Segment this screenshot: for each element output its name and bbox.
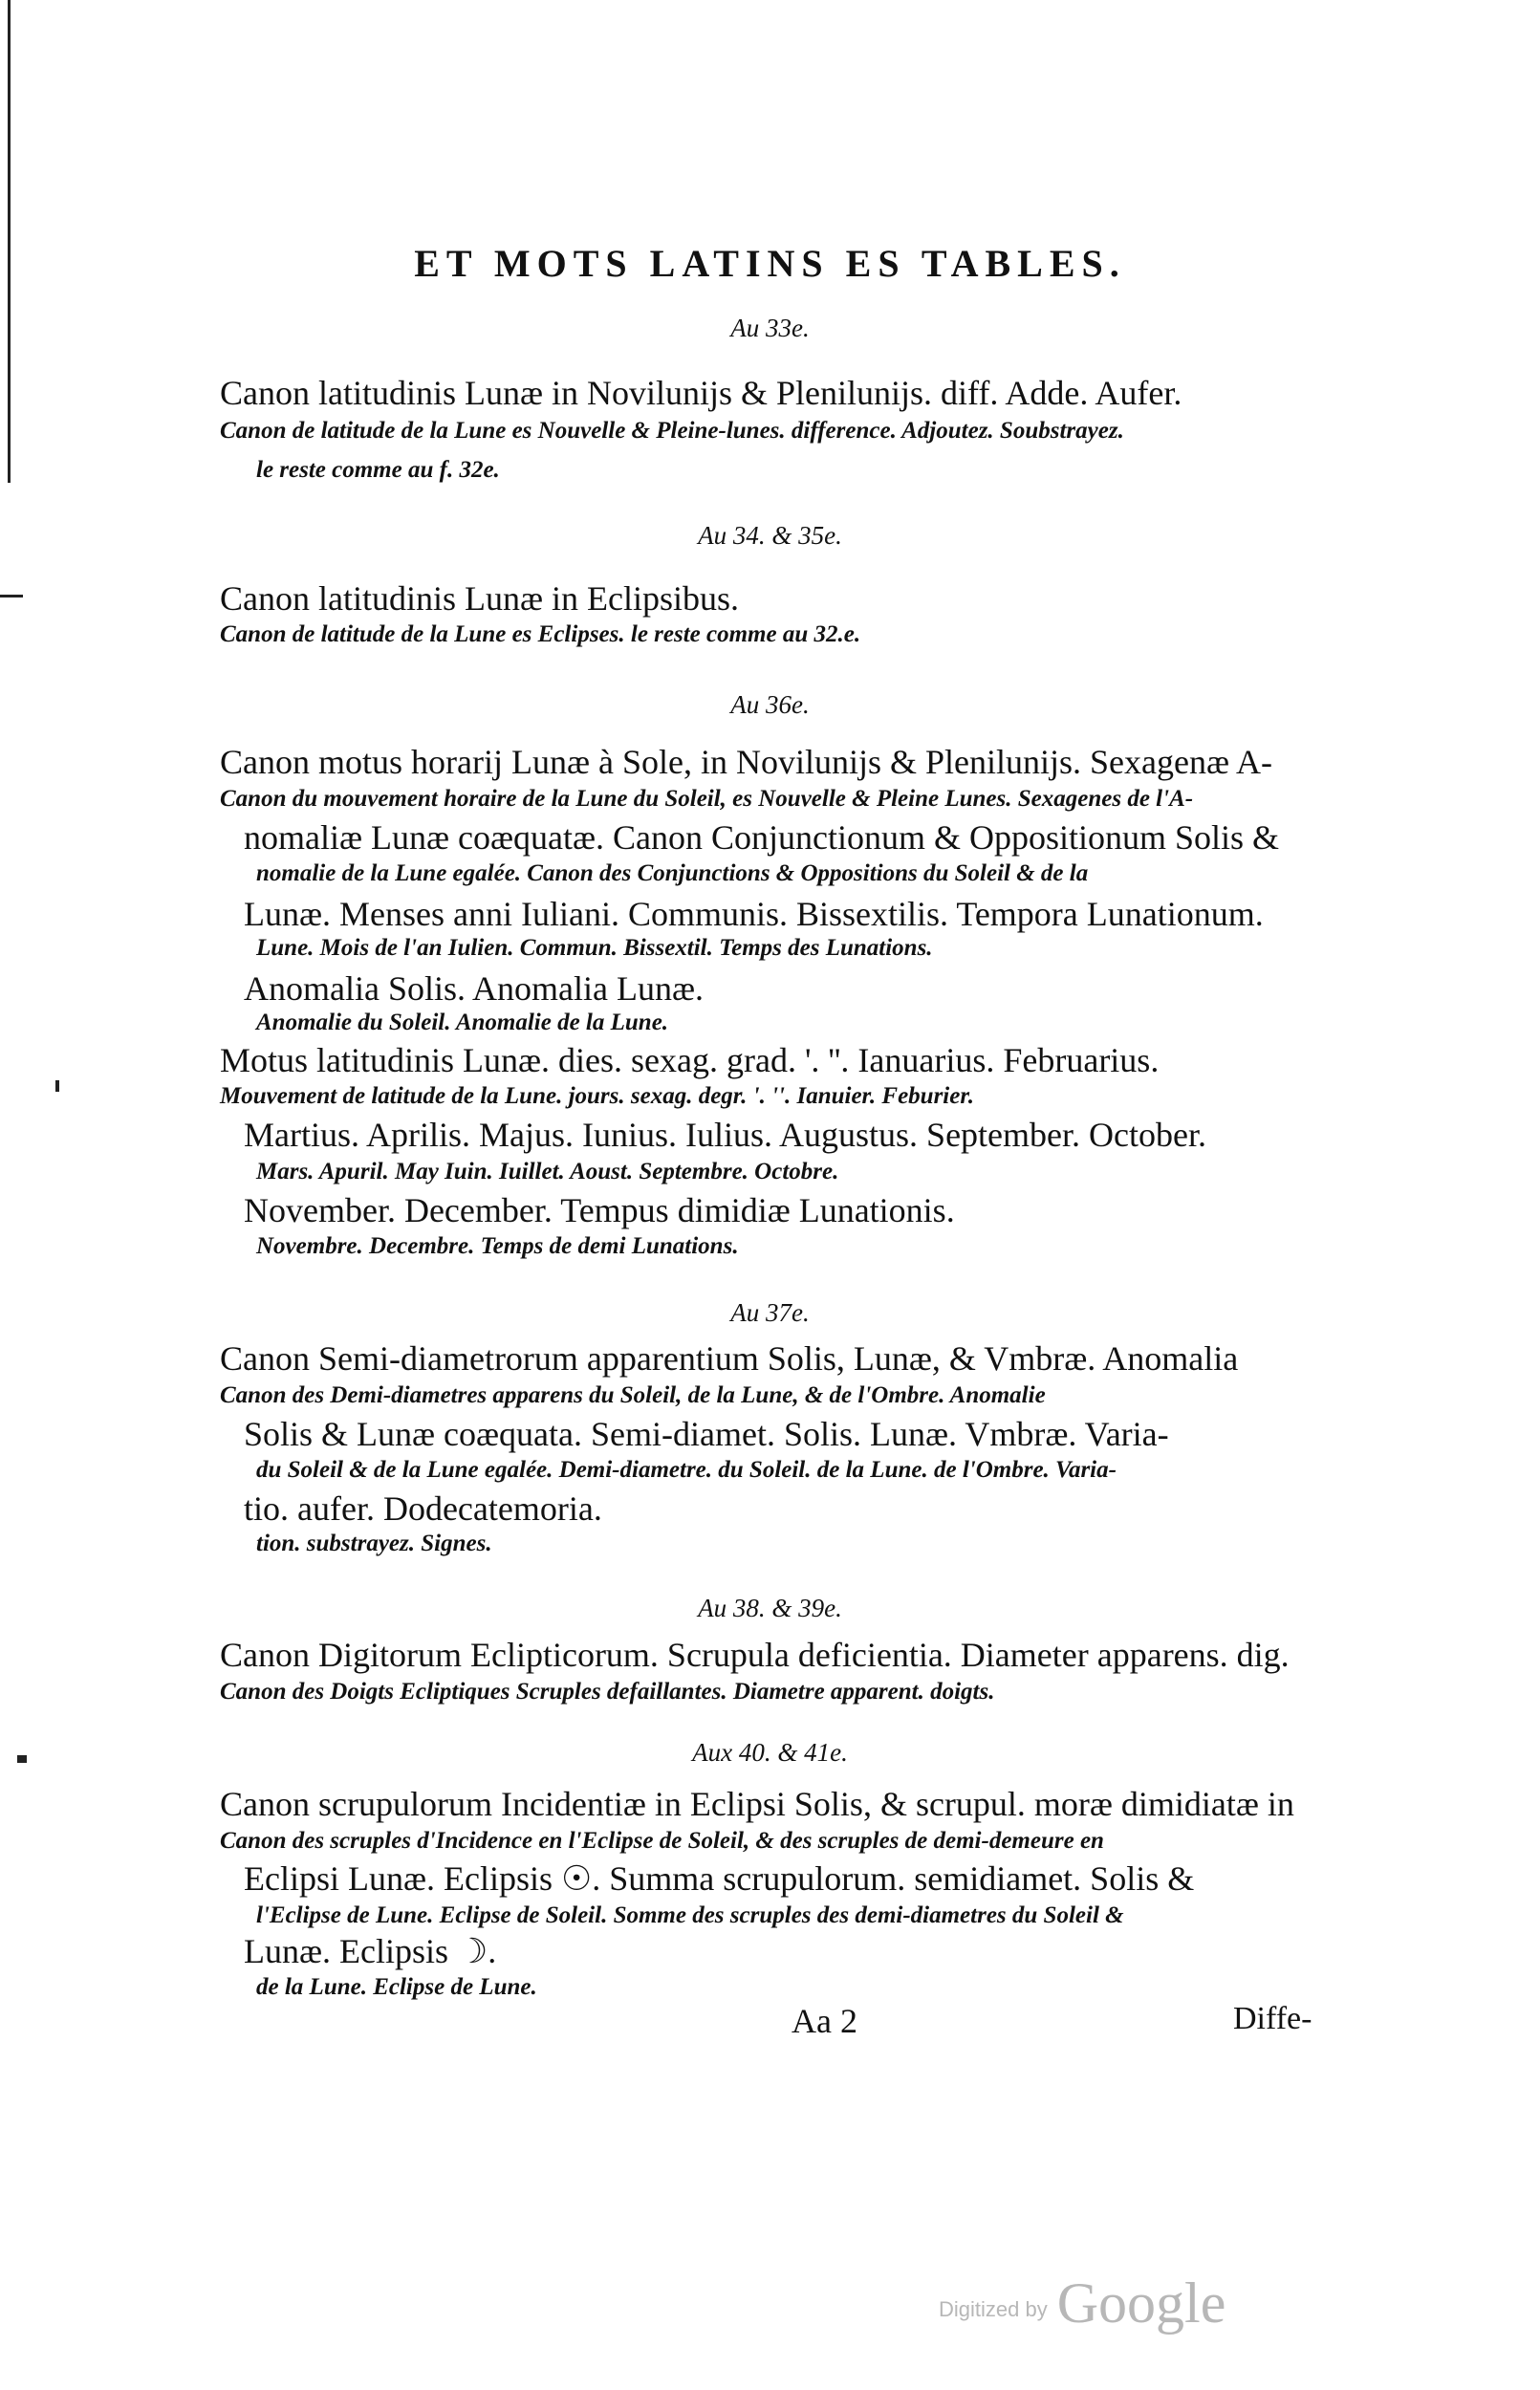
section-heading: Au 36e. xyxy=(730,690,810,719)
catchword: Diffe- xyxy=(1233,2001,1312,2036)
french-line: tion. substrayez. Signes. xyxy=(256,1531,492,1556)
french-line: Anomalie du Soleil. Anomalie de la Lune. xyxy=(256,1010,669,1035)
french-line: Novembre. Decembre. Temps de demi Lunations. xyxy=(256,1233,739,1259)
latin-line: Canon latitudinis Lunæ in Novilunijs & Plenilunijs. diff. Adde. Aufer. xyxy=(220,374,1182,412)
french-line: Canon du mouvement horaire de la Lune du Soleil, es Nouvelle & Pleine Lunes. Sexagenes de l'A- xyxy=(220,786,1194,812)
section-heading: Au 33e. xyxy=(730,314,810,342)
watermark-prefix: Digitized by xyxy=(939,2297,1048,2321)
page-header: ET MOTS LATINS ES TABLES. xyxy=(414,242,1126,285)
latin-line: Canon motus horarij Lunæ à Sole, in Novilunijs & Plenilunijs. Sexagenæ A- xyxy=(220,743,1272,781)
french-line: l'Eclipse de Lune. Eclipse de Soleil. Somme des scruples des demi-diametres du Soleil & xyxy=(256,1902,1124,1928)
french-line: Canon de latitude de la Lune es Eclipses. le reste comme au 32.e. xyxy=(220,621,861,647)
latin-line: tio. aufer. Dodecatemoria. xyxy=(244,1489,602,1528)
google-logo: Google xyxy=(1056,2271,1226,2335)
margin-mark xyxy=(0,595,23,598)
french-line: Lune. Mois de l'an Iulien. Commun. Bissextil. Temps des Lunations. xyxy=(256,935,933,961)
latin-line: Canon latitudinis Lunæ in Eclipsibus. xyxy=(220,579,739,618)
section-heading: Au 34. & 35e. xyxy=(698,521,842,550)
latin-line: Lunæ. Menses anni Iuliani. Communis. Bissextilis. Tempora Lunationum. xyxy=(244,895,1264,933)
section-heading: Aux 40. & 41e. xyxy=(692,1738,848,1767)
latin-line: Canon Digitorum Eclipticorum. Scrupula deficientia. Diameter apparens. dig. xyxy=(220,1636,1290,1674)
french-line: Canon des scruples d'Incidence en l'Eclipse de Soleil, & des scruples de demi-demeure en xyxy=(220,1828,1104,1854)
french-line: du Soleil & de la Lune egalée. Demi-diametre. du Soleil. de la Lune. de l'Ombre. Varia- xyxy=(256,1457,1117,1483)
latin-line: Canon Semi-diametrorum apparentium Solis, Lunæ, & Vmbræ. Anomalia xyxy=(220,1339,1239,1378)
latin-line: Motus latitudinis Lunæ. dies. sexag. grad. '. ''. Ianuarius. Februarius. xyxy=(220,1041,1160,1079)
latin-line: Martius. Aprilis. Majus. Iunius. Iulius. Augustus. September. October. xyxy=(244,1116,1206,1154)
margin-mark xyxy=(55,1080,59,1092)
latin-line: Anomalia Solis. Anomalia Lunæ. xyxy=(244,969,704,1008)
french-line: Canon des Doigts Ecliptiques Scruples defaillantes. Diametre apparent. doigts. xyxy=(220,1679,995,1705)
signature-mark: Aa 2 xyxy=(792,2002,857,2040)
french-line: nomalie de la Lune egalée. Canon des Conjunctions & Oppositions du Soleil & de la xyxy=(256,860,1089,886)
section-heading: Au 37e. xyxy=(730,1298,810,1327)
french-line: de la Lune. Eclipse de Lune. xyxy=(256,1974,537,2000)
latin-line: nomaliæ Lunæ coæquatæ. Canon Conjunctionum & Oppositionum Solis & xyxy=(244,818,1280,857)
french-line: Mouvement de latitude de la Lune. jours. sexag. degr. '. ''. Ianuier. Feburier. xyxy=(220,1083,974,1109)
latin-line: November. December. Tempus dimidiæ Lunationis. xyxy=(244,1191,955,1229)
latin-line: Canon scrupulorum Incidentiæ in Eclipsi Solis, & scrupul. moræ dimidiatæ in xyxy=(220,1785,1294,1823)
section-heading: Au 38. & 39e. xyxy=(698,1594,842,1622)
latin-line: Eclipsi Lunæ. Eclipsis ☉. Summa scrupulorum. semidiamet. Solis & xyxy=(244,1859,1195,1898)
latin-line: Lunæ. Eclipsis ☽. xyxy=(244,1932,497,1970)
french-line: Canon de latitude de la Lune es Nouvelle & Pleine-lunes. difference. Adjoutez. Soubstrayez. xyxy=(220,418,1124,444)
french-line: Mars. Apuril. May Iuin. Iuillet. Aoust. Septembre. Octobre. xyxy=(256,1159,839,1184)
digitized-watermark xyxy=(939,2270,1225,2336)
french-line: le reste comme au f. 32e. xyxy=(256,457,500,483)
french-line: Canon des Demi-diametres apparens du Soleil, de la Lune, & de l'Ombre. Anomalie xyxy=(220,1382,1046,1408)
latin-line: Solis & Lunæ coæquata. Semi-diamet. Solis. Lunæ. Vmbræ. Varia- xyxy=(244,1415,1169,1453)
